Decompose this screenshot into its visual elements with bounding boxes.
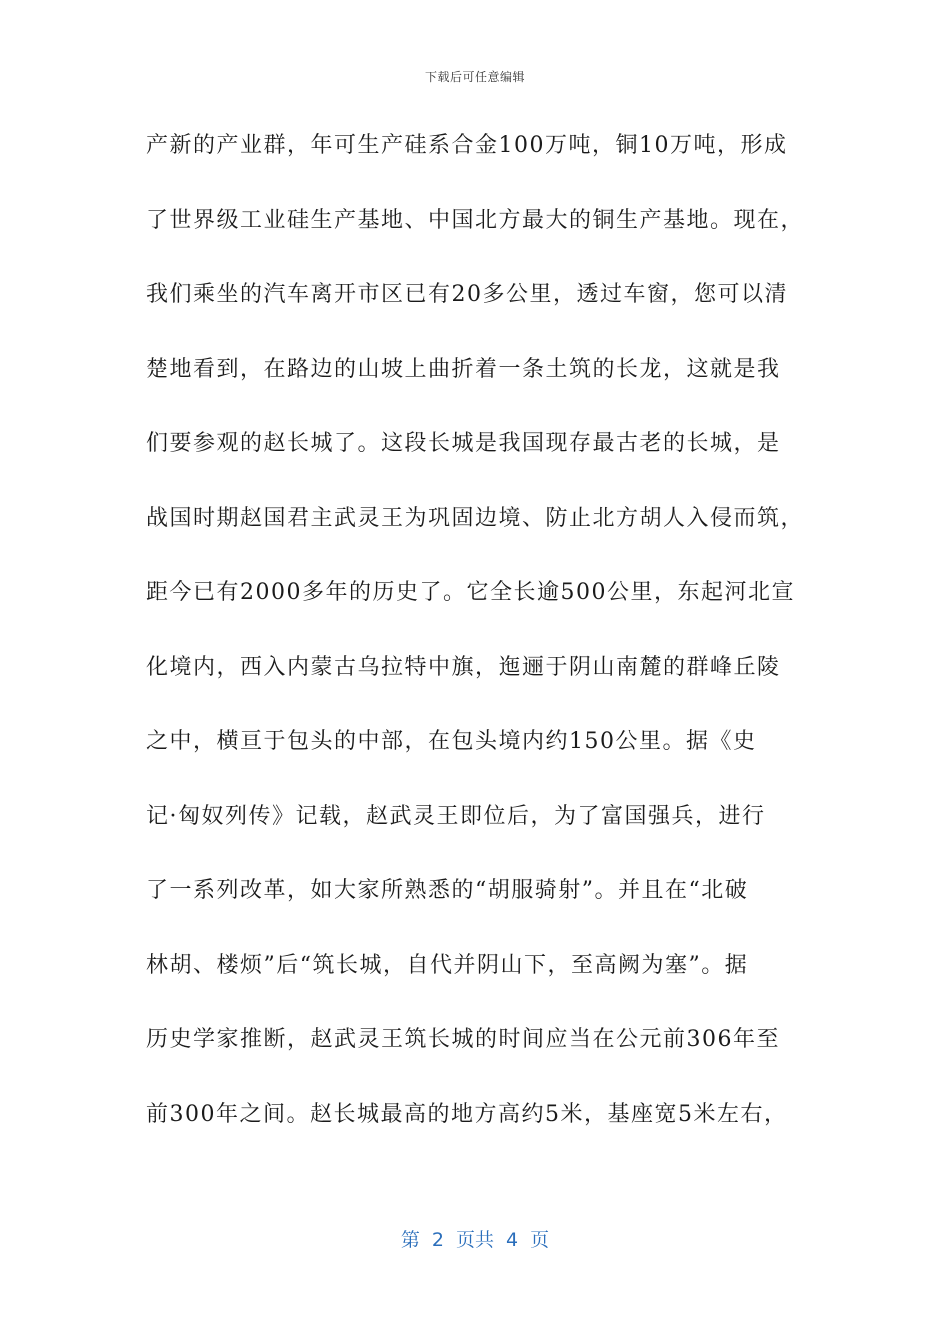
text-line: 之中，横亘于包头的中部，在包头境内约150公里。据《史 xyxy=(146,729,757,754)
text-line: 们要参观的赵长城了。这段长城是我国现存最古老的长城，是 xyxy=(146,431,781,456)
text-line: 化境内，西入内蒙古乌拉特中旗，迤逦于阴山南麓的群峰丘陵 xyxy=(146,654,781,680)
text-line: 我们乘坐的汽车离开市区已有20多公里，透过车窗，您可以清 xyxy=(146,282,788,307)
text-line: 前300年之间。赵长城最高的地方高约5米，基座宽5米左右， xyxy=(146,1101,788,1127)
text-line: 战国时期赵国君主武灵王为巩固边境、防止北方胡人入侵而筑， xyxy=(146,505,805,531)
body-text xyxy=(146,120,806,1163)
text-line: 了世界级工业硅生产基地、中国北方最大的铜生产基地。现在， xyxy=(146,207,805,233)
text-line: 楚地看到，在路边的山坡上曲折着一条土筑的长龙，这就是我 xyxy=(146,356,781,382)
text-line: 历史学家推断，赵武灵王筑长城的时间应当在公元前306年至 xyxy=(146,1027,780,1052)
text-line: 记·匈奴列传》记载，赵武灵王即位后，为了富国强兵，进行 xyxy=(146,803,766,829)
text-line: 了一系列改革，如大家所熟悉的“胡服骑射”。并且在“北破 xyxy=(146,878,749,903)
text-line: 林胡、楼烦”后“筑长城，自代并阴山下，至高阙为塞”。据 xyxy=(146,952,749,978)
page-number-footer: 第 2 页共 4 页 xyxy=(400,1229,550,1251)
text-line: 距今已有2000多年的历史了。它全长逾500公里，东起河北宣 xyxy=(146,580,795,605)
page-header: 下载后可任意编辑 xyxy=(424,70,525,84)
text-line: 产新的产业群，年可生产硅系合金100万吨，铜10万吨，形成 xyxy=(146,133,788,158)
